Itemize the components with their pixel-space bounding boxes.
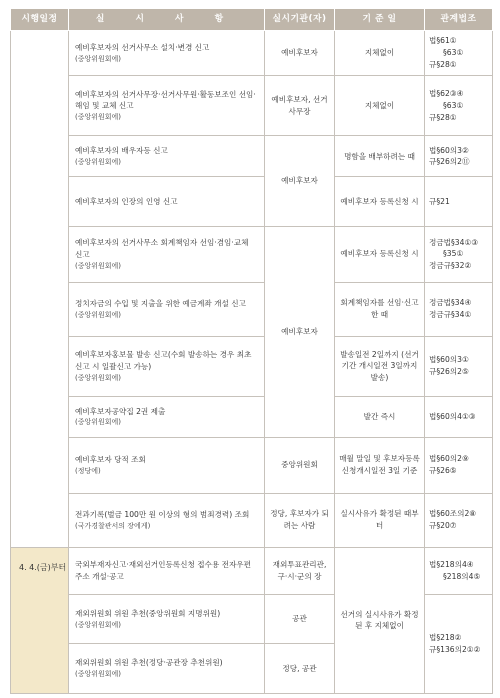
item-main: 전과기록(벌금 100만 원 이상의 형의 범죄경력) 조회 — [75, 509, 250, 519]
header-row — [11, 9, 493, 31]
item-main: 예비후보자의 인장의 인영 신고 — [75, 196, 178, 206]
standard-cell: 선거의 실시사유가 확정된 후 지체없이 — [335, 547, 425, 693]
table-row — [11, 177, 493, 227]
standard-cell: 발간 즉시 — [335, 396, 425, 437]
header-item: 실 시 사 항 — [69, 9, 265, 31]
item-cell — [69, 226, 265, 282]
law-ref: §63① — [443, 48, 464, 58]
item-cell — [69, 336, 265, 396]
table-row — [11, 336, 493, 396]
agency-cell: 예비후보자 — [265, 226, 335, 437]
law-ref: 법§60의3① — [429, 355, 469, 365]
table-row — [11, 136, 493, 177]
law-cell — [425, 336, 493, 396]
item-main: 예비후보자의 배우자등 신고 — [75, 146, 168, 156]
law-ref: 정금규§32② — [429, 261, 472, 271]
item-note: (중앙위원회에) — [75, 310, 122, 319]
table-row — [11, 493, 493, 547]
law-ref: 규§28① — [429, 59, 457, 69]
standard-cell: 회계책임자를 선임·신고한 때 — [335, 282, 425, 336]
law-ref: 규§26⑤ — [429, 466, 457, 476]
item-note: (중앙위원회에) — [75, 418, 122, 427]
item-main: 예비후보자홍보물 발송 신고(수회 발송하는 경우 최초 신고 시 일괄신고 가능) — [75, 350, 252, 371]
item-note: (중앙위원회에) — [75, 261, 122, 270]
law-cell — [425, 76, 493, 136]
law-ref: 법§60조의2⑧ — [429, 509, 477, 519]
law-cell — [425, 594, 493, 693]
law-ref: 법§60의3② — [429, 145, 469, 155]
law-ref: 규§26의2⑤ — [429, 367, 469, 377]
item-cell — [69, 396, 265, 437]
item-main: 재외위원회 위원 추천(정당·공관장 추천위원) — [75, 658, 223, 668]
item-cell — [69, 31, 265, 76]
item-cell — [69, 177, 265, 227]
item-main: 재외위원회 위원 추천(중앙위원회 지명위원) — [75, 608, 221, 618]
standard-cell: 예비후보자 등록신청 시 — [335, 177, 425, 227]
law-ref: 규§136의2①② — [429, 644, 481, 654]
item-main: 예비후보자 당적 조회 — [75, 454, 146, 464]
standard-cell: 매월 말일 및 후보자등록신청개시일전 3일 기준 — [335, 437, 425, 493]
law-cell — [425, 136, 493, 177]
law-cell — [425, 177, 493, 227]
law-ref: §35① — [443, 249, 464, 259]
agency-cell: 예비후보자, 선거사무장 — [265, 76, 335, 136]
law-cell — [425, 547, 493, 594]
item-main: 예비후보자의 선거사무소 회계책임자 선임·겸임·교체 신고 — [75, 238, 249, 259]
law-ref: 정금법§34①③ — [429, 237, 479, 247]
header-standard: 기 준 일 — [335, 9, 425, 31]
item-note: (중앙위원회에) — [75, 157, 122, 166]
header-agency: 실시기관(자) — [265, 9, 335, 31]
item-note: (중앙위원회에) — [75, 113, 122, 122]
agency-cell: 예비후보자 — [265, 136, 335, 226]
item-cell — [69, 136, 265, 177]
law-cell — [425, 437, 493, 493]
law-ref: 법§62③④ — [429, 89, 464, 99]
schedule-table — [10, 8, 493, 694]
item-cell — [69, 594, 265, 644]
law-cell — [425, 396, 493, 437]
agency-cell: 예비후보자 — [265, 31, 335, 76]
header-law: 관계법조 — [425, 9, 493, 31]
date-cell-empty — [11, 31, 69, 548]
standard-cell: 예비후보자 등록신청 시 — [335, 226, 425, 282]
item-main: 예비후보자의 선거사무장·선거사무원·활동보조인 선임·해임 및 교체 신고 — [75, 89, 256, 111]
law-ref: 정금규§34① — [429, 310, 472, 320]
law-ref: 규§28① — [429, 112, 457, 122]
law-cell — [425, 493, 493, 547]
standard-cell: 발송일전 2일까지 (선거기간 개시일전 3일까지 발송) — [335, 336, 425, 396]
law-ref: 규§26의2⑪ — [429, 157, 470, 167]
law-ref: 규§21 — [429, 196, 450, 206]
item-note: (중앙위원회에) — [75, 54, 122, 63]
item-note: (정당에) — [75, 466, 101, 475]
table-row — [11, 396, 493, 437]
item-cell — [69, 76, 265, 136]
item-cell — [69, 493, 265, 547]
table-row — [11, 226, 493, 282]
law-ref: 법§218② — [429, 633, 462, 643]
item-cell — [69, 437, 265, 493]
agency-cell: 정당, 후보자가 되려는 사람 — [265, 493, 335, 547]
law-ref: 법§60의4①③ — [429, 411, 476, 421]
standard-cell: 지체없이 — [335, 76, 425, 136]
law-ref: 정금법§34④ — [429, 298, 472, 308]
agency-cell: 중앙위원회 — [265, 437, 335, 493]
table-row — [11, 76, 493, 136]
law-ref: 법§218의4④ — [429, 559, 474, 569]
item-main: 예비후보자공약집 2권 제출 — [75, 406, 166, 416]
header-date: 시행일정 — [11, 9, 69, 31]
agency-cell: 정당, 공관 — [265, 644, 335, 694]
item-note: (중앙위원회에) — [75, 373, 122, 382]
item-cell — [69, 282, 265, 336]
table-row — [11, 437, 493, 493]
law-cell — [425, 31, 493, 76]
law-cell — [425, 226, 493, 282]
law-ref: §63① — [443, 100, 464, 110]
item-main: 예비후보자의 선거사무소 설치·변경 신고 — [75, 42, 210, 52]
law-ref: 법§61① — [429, 36, 457, 46]
item-cell — [69, 644, 265, 694]
law-cell — [425, 282, 493, 336]
agency-cell: 재외투표관리관, 구·시·군의 장 — [265, 547, 335, 594]
item-note: (중앙위원회에) — [75, 620, 122, 629]
standard-cell: 실시사유가 확정된 때부터 — [335, 493, 425, 547]
law-ref: 법§60의2⑨ — [429, 454, 469, 464]
standard-cell: 지체없이 — [335, 31, 425, 76]
agency-cell: 공관 — [265, 594, 335, 644]
item-main: 국외부재자신고·재외선거인등록신청 접수용 전자우편 주소 개설·공고 — [75, 559, 251, 581]
standard-cell: 명함을 배부하려는 때 — [335, 136, 425, 177]
table-row — [11, 282, 493, 336]
item-cell — [69, 547, 265, 594]
table-row — [11, 547, 493, 594]
law-ref: §218의4⑤ — [443, 571, 481, 581]
law-ref: 규§20⑦ — [429, 521, 457, 531]
item-main: 정치자금의 수입 및 지출을 위한 예금계좌 개설 신고 — [75, 298, 246, 308]
date-cell: 4. 4.(금)부터 — [11, 547, 69, 693]
table-row — [11, 31, 493, 76]
item-note: (국가경찰관서의 장에게) — [75, 521, 151, 530]
item-note: (중앙위원회에) — [75, 670, 122, 679]
